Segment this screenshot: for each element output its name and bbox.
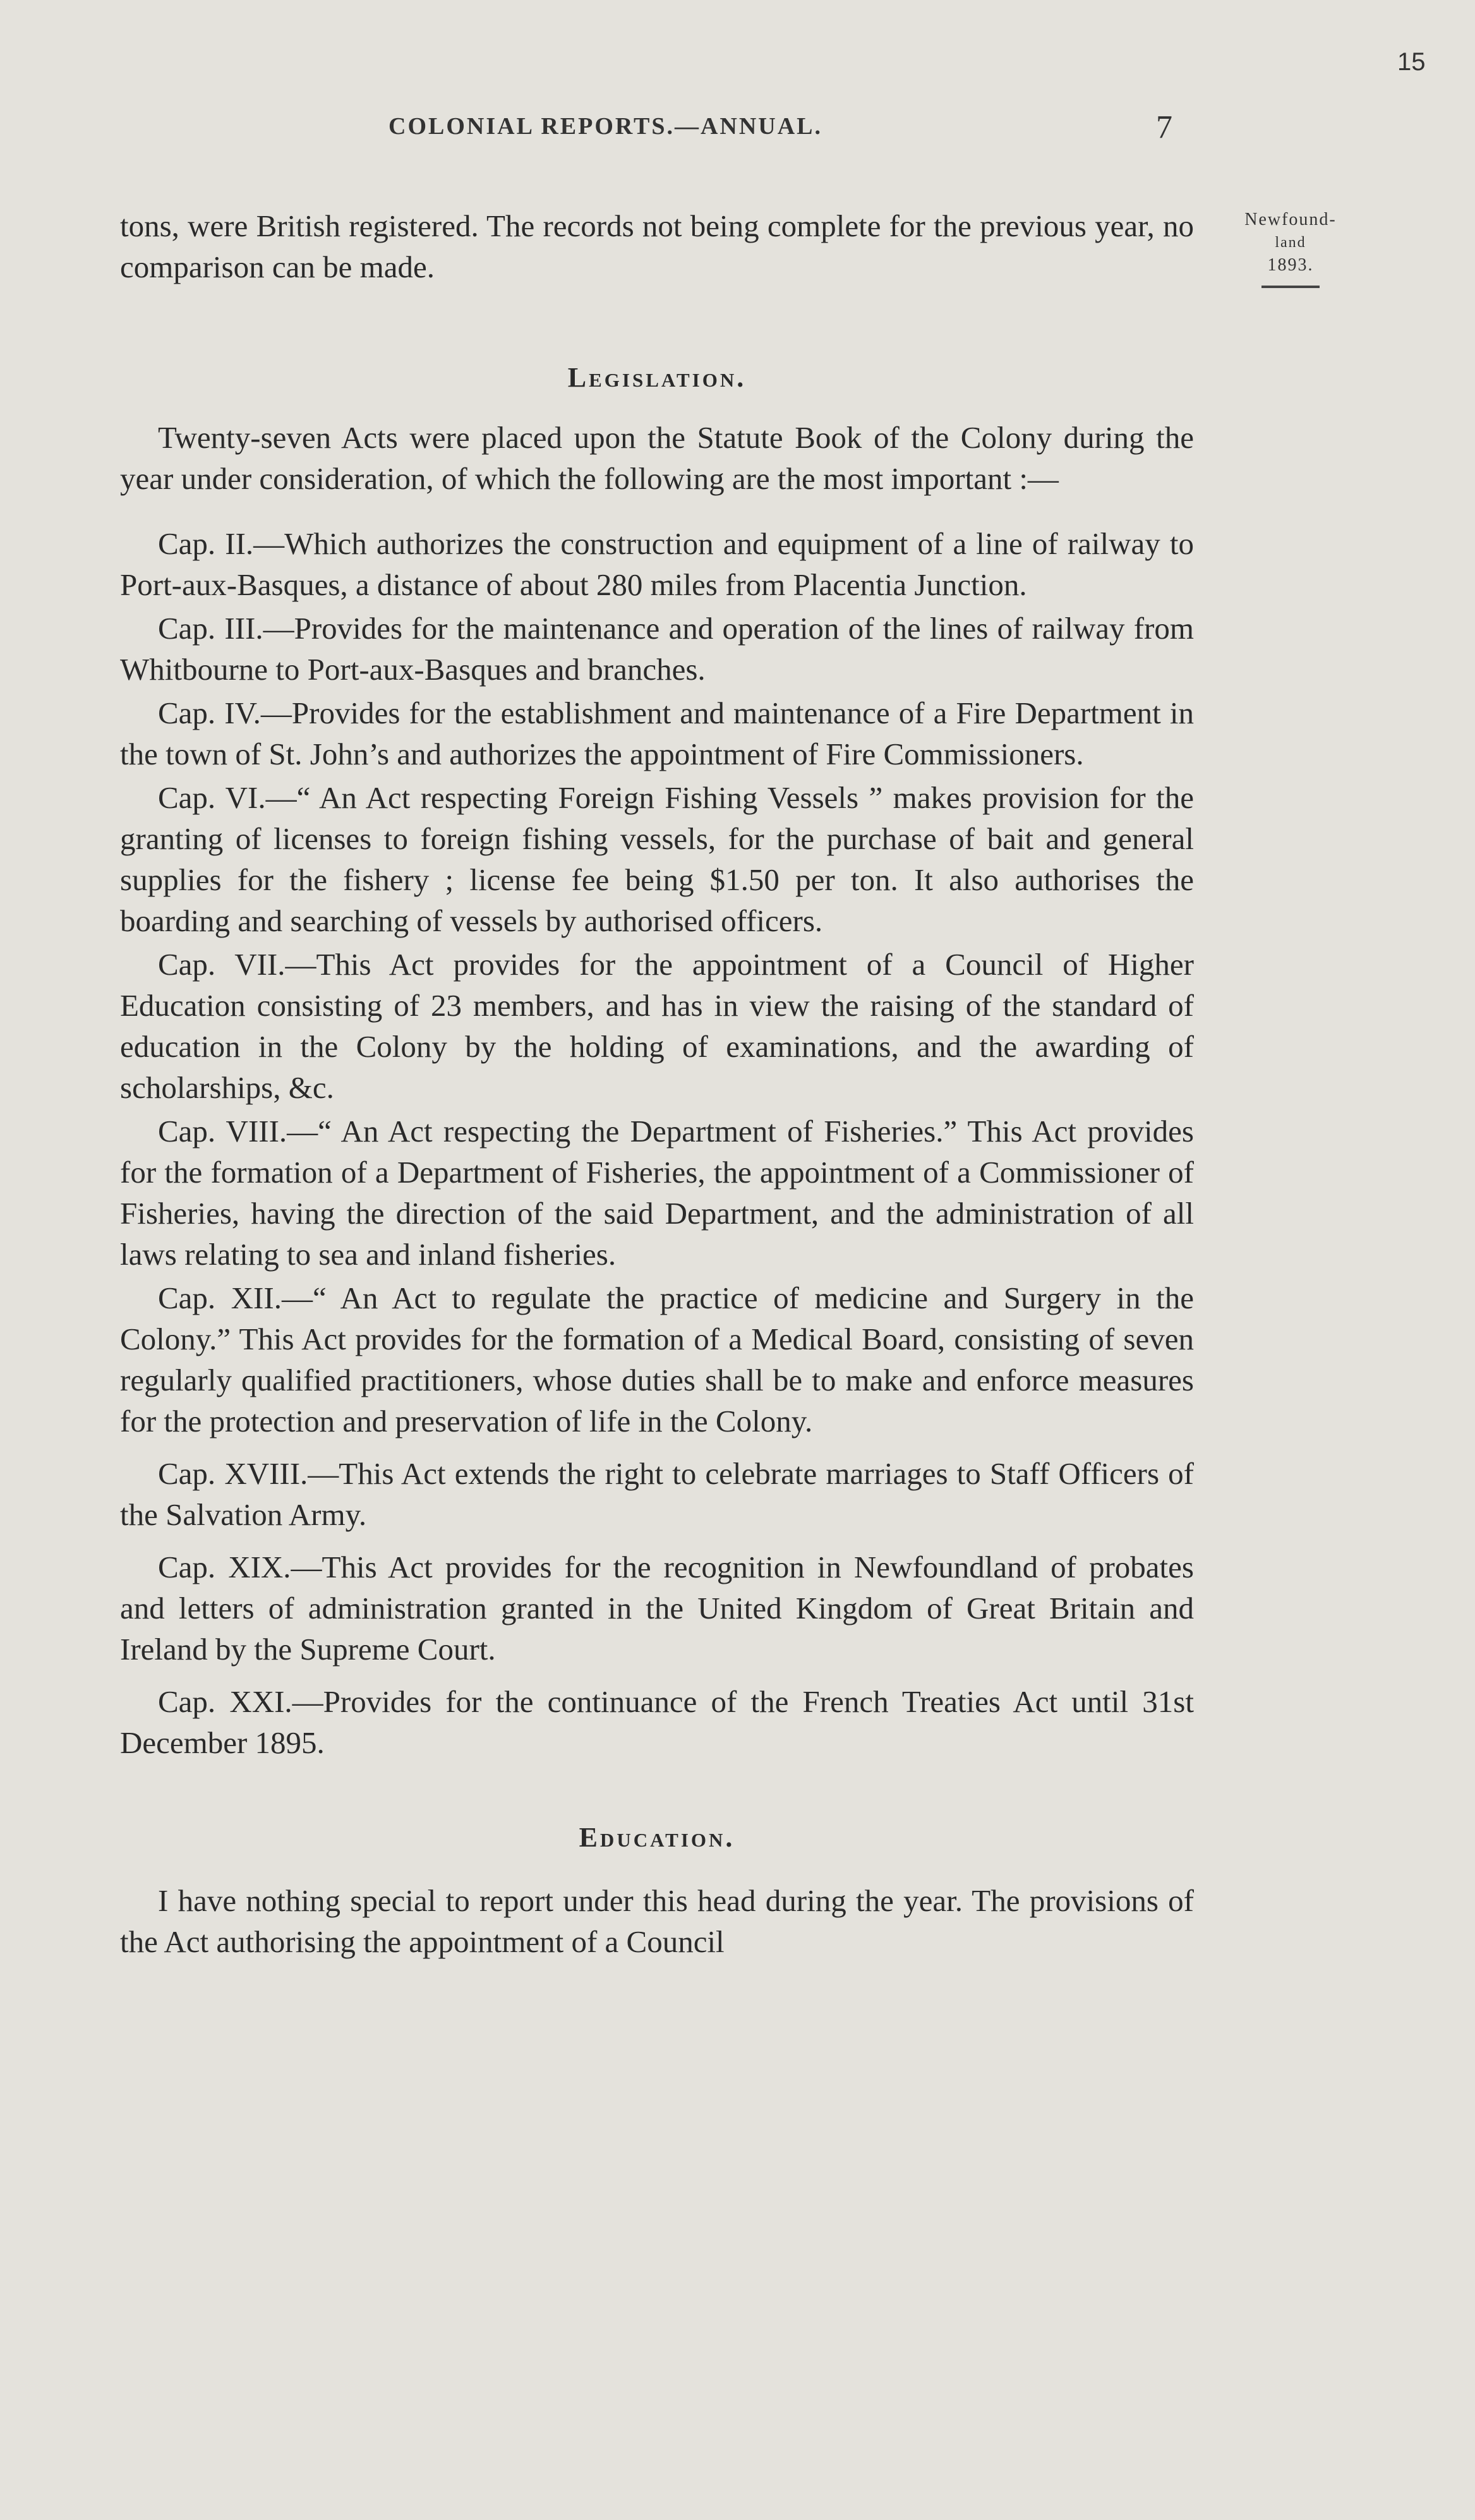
education-heading: Education. xyxy=(579,1822,735,1853)
margin-note xyxy=(1212,208,1370,288)
running-head: COLONIAL REPORTS.—ANNUAL. xyxy=(388,113,823,140)
margin-note-line2: land xyxy=(1275,234,1306,251)
cap-8-paragraph: Cap. VIII.—“ An Act respecting the Department of Fisheries.” This Act provides for the formation of a Department of Fisheries, the appointment of a Commissioner of Fisheries, having the direction of the said Department, and the administration of all laws relating to sea and inland fisheries. xyxy=(120,1114,1194,1272)
margin-note-rule xyxy=(1261,286,1320,288)
page-body xyxy=(120,205,1194,1962)
cap-19-paragraph: Cap. XIX.—This Act provides for the recognition in Newfoundland of probates and letters of administration granted in the United Kingdom of Great Britain and Ireland by the Supreme Court. xyxy=(120,1550,1194,1667)
margin-note-year: 1893. xyxy=(1267,255,1314,275)
cap-21-paragraph: Cap. XXI.—Provides for the continuance of the French Treaties Act until 31st December 1895. xyxy=(120,1684,1194,1760)
cap-6-paragraph: Cap. VI.—“ An Act respecting Foreign Fishing Vessels ” makes provision for the granting of licenses to foreign fishing vessels, for the purchase of bait and general supplies for the fishery ; license fee being $1.50 per ton. It also authorises the boarding and searching of vessels by authorised officers. xyxy=(120,780,1194,938)
margin-note-line1: Newfound- xyxy=(1244,210,1337,229)
cap-3-paragraph: Cap. III.—Provides for the maintenance and operation of the lines of railway from Whitbourne to Port-aux-Basques and branches. xyxy=(120,611,1194,687)
legislation-heading: Legislation. xyxy=(567,362,747,393)
legislation-intro: Twenty-seven Acts were placed upon the Statute Book of the Colony during the year under consideration, of which the following are the most important :— xyxy=(120,420,1194,496)
opening-paragraph: tons, were British registered. The records not being complete for the previous year, no comparison can be made. xyxy=(120,208,1194,284)
cap-2-paragraph: Cap. II.—Which authorizes the construction and equipment of a line of railway to Port-aux-Basques, a distance of about 280 miles from Placentia Junction. xyxy=(120,526,1194,602)
scan-page-number: 15 xyxy=(1397,48,1426,76)
cap-7-paragraph: Cap. VII.—This Act provides for the appointment of a Council of Higher Education consisting of 23 members, and has in view the raising of the standard of education in the Colony by the holding of examinations, and the awarding of scholarships, &c. xyxy=(120,947,1194,1105)
cap-4-paragraph: Cap. IV.—Provides for the establishment and maintenance of a Fire Department in the town of St. John’s and authorizes the appointment of Fire Commissioners. xyxy=(120,696,1194,771)
page-number: 7 xyxy=(1156,109,1172,145)
cap-18-paragraph: Cap. XVIII.—This Act extends the right to celebrate marriages to Staff Officers of the Salvation Army. xyxy=(120,1456,1194,1532)
education-paragraph: I have nothing special to report under this head during the year. The provisions of the Act authorising the appointment of a Council xyxy=(120,1883,1194,1959)
cap-12-paragraph: Cap. XII.—“ An Act to regulate the practice of medicine and Surgery in the Colony.” This Act provides for the formation of a Medical Board, consisting of seven regularly qualified practitioners, whose duties shall be to make and enforce measures for the protection and preservation of life in the Colony. xyxy=(120,1281,1194,1438)
